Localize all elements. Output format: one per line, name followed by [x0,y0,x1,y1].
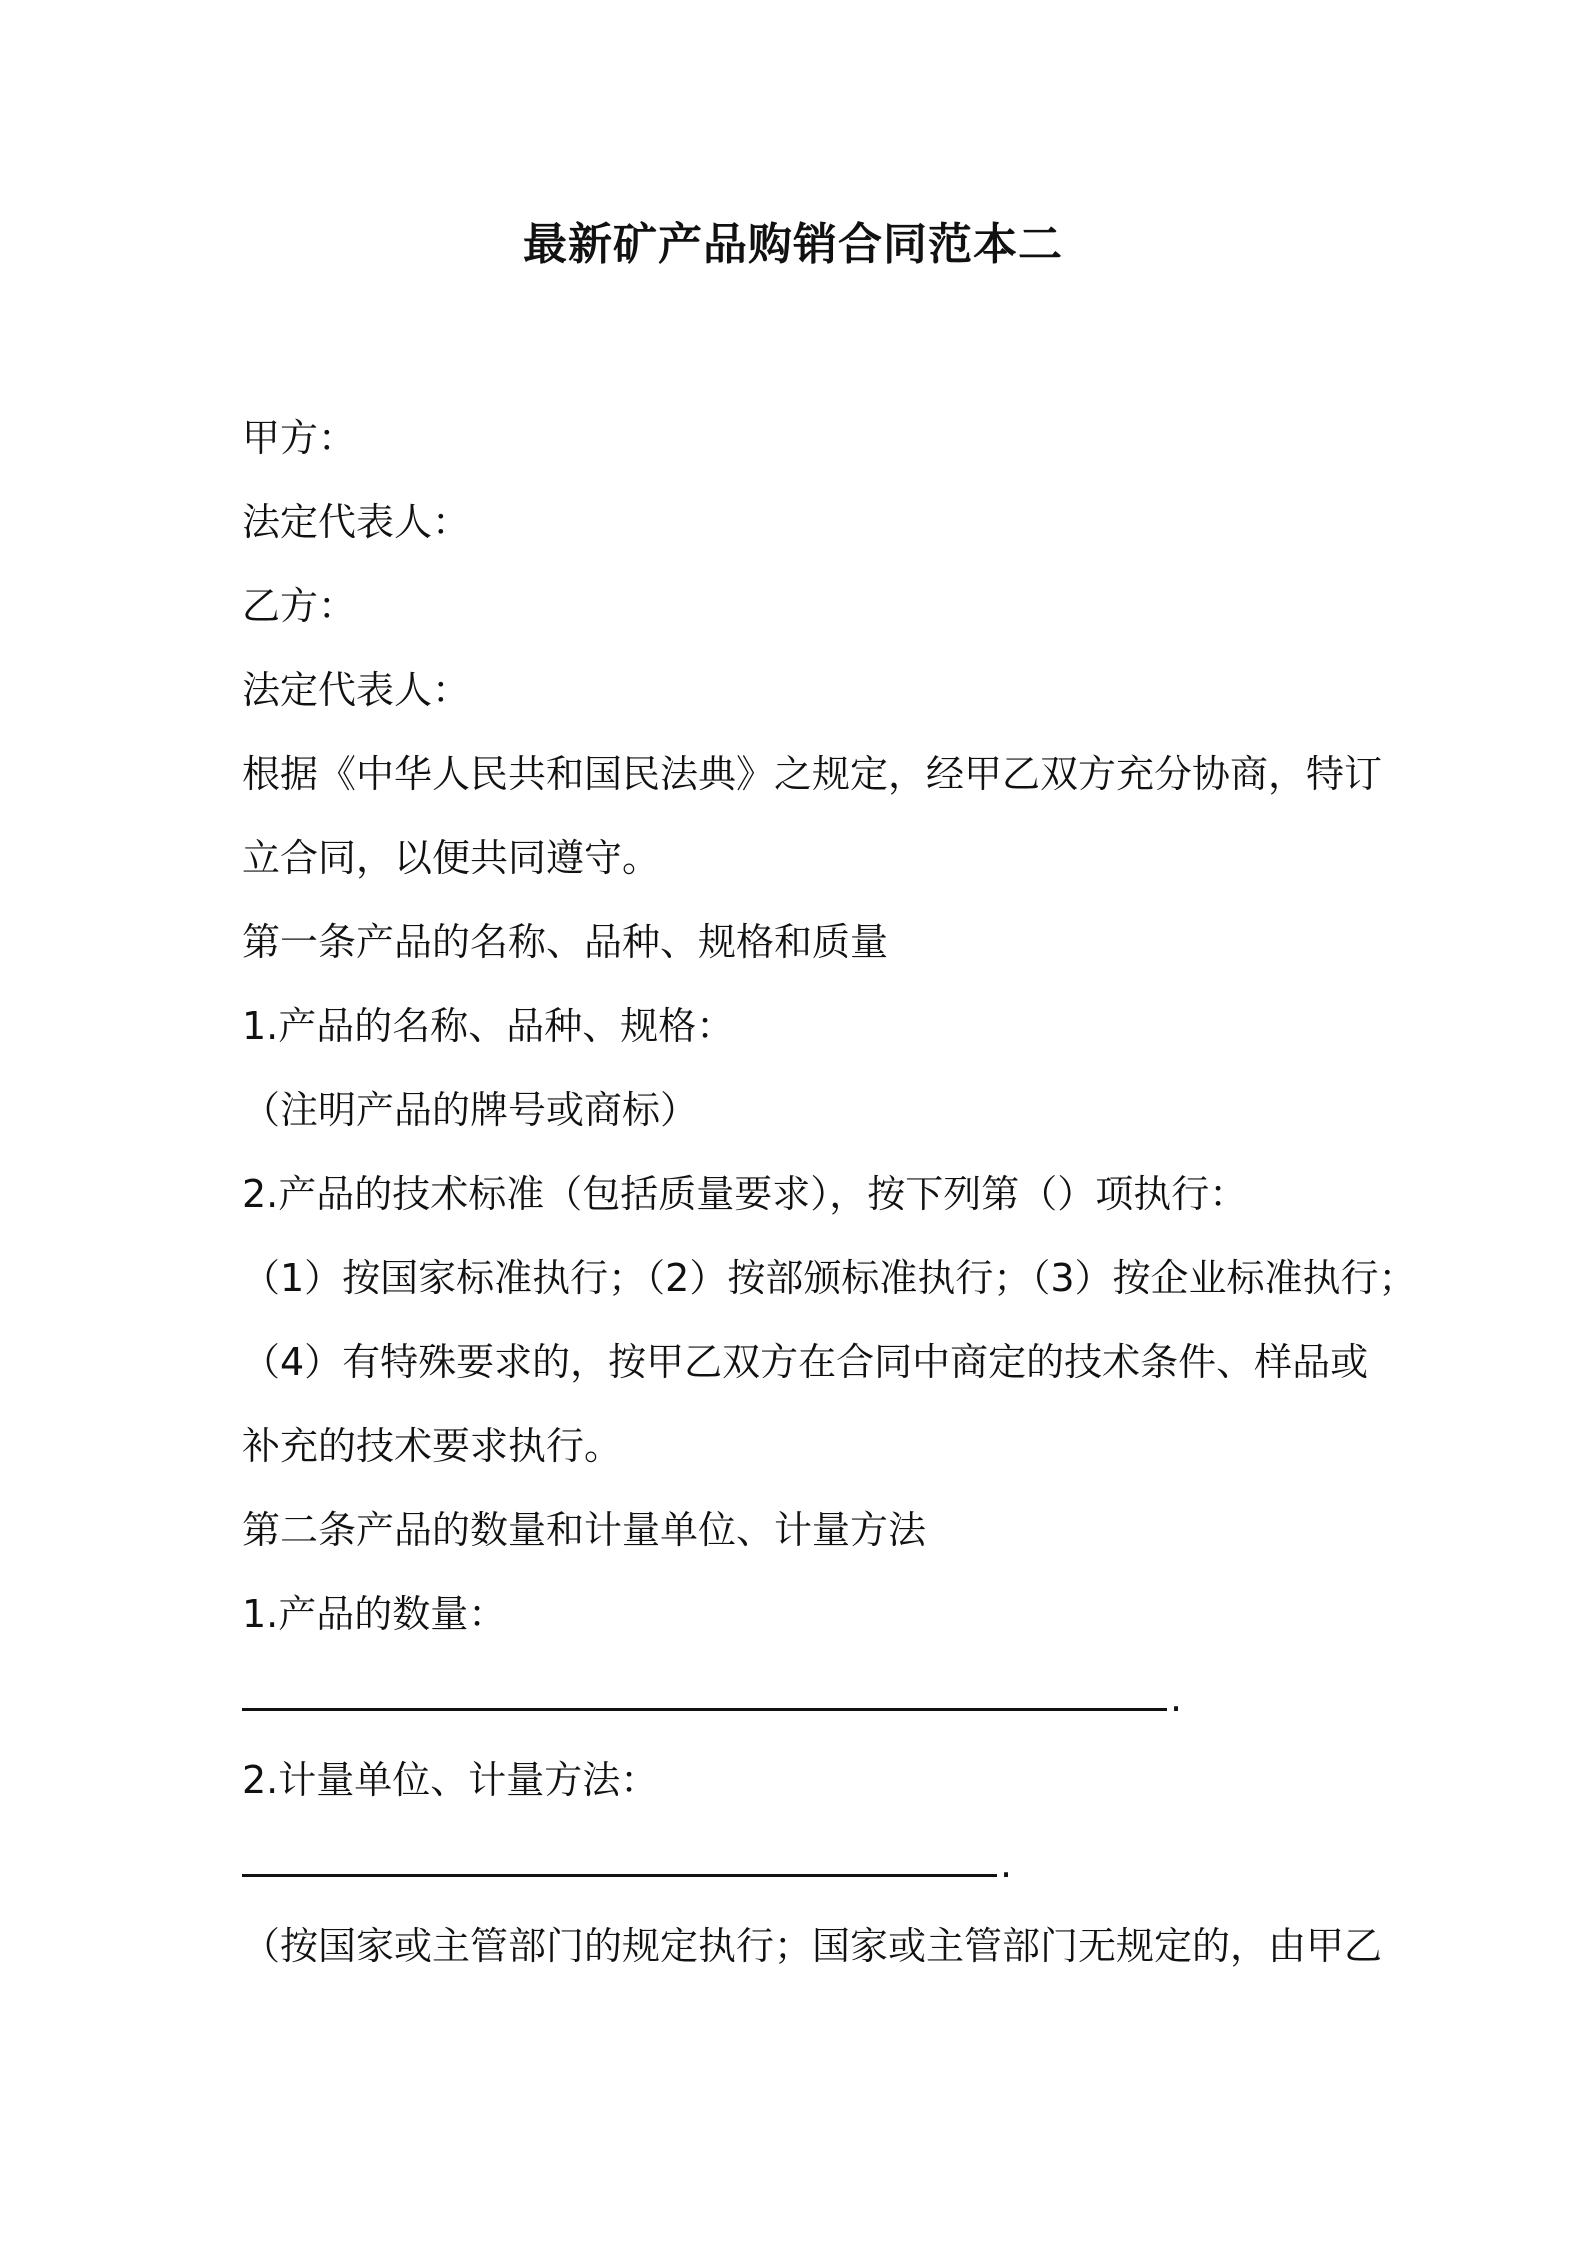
article-1-item-1: 1.产品的名称、品种、规格： [242,1004,735,1048]
party-b-representative-label: 法定代表人： [242,668,471,712]
party-b-label: 乙方： [242,584,357,628]
article-1-note: （注明产品的牌号或商标） [242,1088,699,1132]
document-title: 最新矿产品购销合同范本二 [523,219,1063,270]
article-2-item-2: 2.计量单位、计量方法： [242,1758,659,1802]
article-1-heading: 第一条产品的名称、品种、规格和质量 [242,920,889,964]
article-1-item-2: 2.产品的技术标准（包括质量要求），按下列第（）项执行： [242,1172,1248,1216]
preamble-line-1: 根据《中华人民共和国民法典》之规定，经甲乙双方充分协商，特订 [242,752,1383,796]
party-a-label: 甲方： [242,416,357,460]
party-a-representative-label: 法定代表人： [242,500,471,544]
quantity-blank-line [242,1708,1167,1711]
measurement-blank-terminator: . [1000,1842,1013,1886]
quantity-blank-terminator: . [1170,1676,1183,1720]
article-2-item-1: 1.产品的数量： [242,1592,507,1636]
article-1-options-line-2: （4）有特殊要求的，按甲乙双方在合同中商定的技术条件、样品或 [242,1340,1369,1384]
article-1-options-line-3: 补充的技术要求执行。 [242,1424,623,1468]
article-2-note: （按国家或主管部门的规定执行；国家或主管部门无规定的，由甲乙 [242,1924,1383,1968]
article-2-heading: 第二条产品的数量和计量单位、计量方法 [242,1508,927,1552]
measurement-blank-line [242,1874,997,1877]
article-1-options-line-1: （1）按国家标准执行；（2）按部颁标准执行；（3）按企业标准执行； [242,1256,1417,1300]
preamble-line-2: 立合同，以便共同遵守。 [242,836,661,880]
